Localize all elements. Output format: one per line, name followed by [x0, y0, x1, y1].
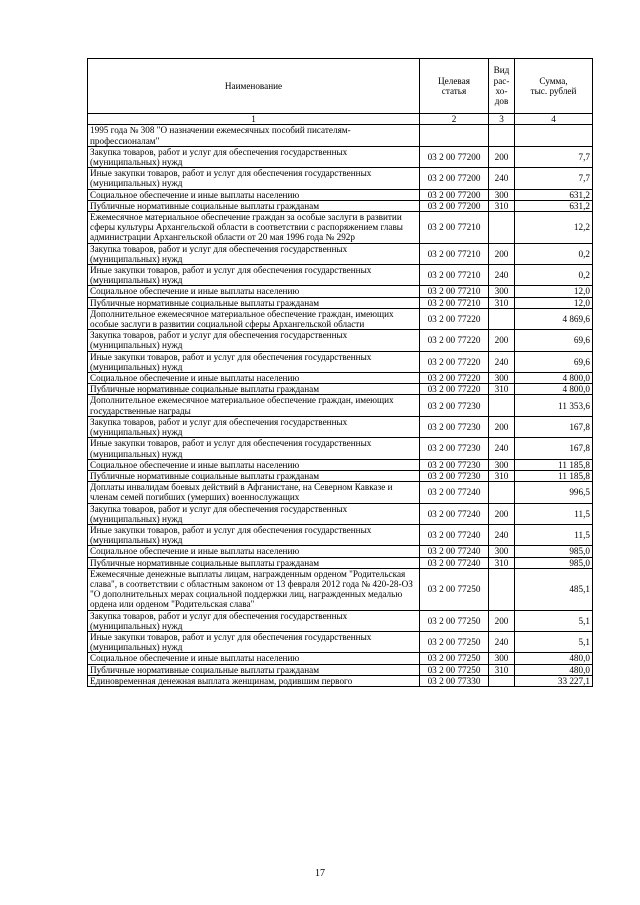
row-expense-type-cell [489, 675, 515, 686]
row-name-cell: Социальное обеспечение и иные выплаты населению [88, 189, 420, 200]
row-sum-cell: 996,5 [515, 482, 593, 503]
row-name-cell: Иные закупки товаров, работ и услуг для обеспечения государственных (муниципальных) нужд [88, 168, 420, 189]
table-body [88, 125, 593, 687]
header-expense-type [489, 59, 515, 114]
column-number: 1 [88, 114, 420, 125]
row-expense-type-cell [489, 568, 515, 610]
row-name-cell: Дополнительное ежемесячное материальное обеспечение граждан, имеющих особые заслуги в развитии социальной сферы Архангельской области [88, 308, 420, 329]
row-expense-type-cell: 300 [489, 286, 515, 297]
row-expense-type-cell: 300 [489, 653, 515, 664]
row-expense-type-cell [489, 308, 515, 329]
row-name-cell: Социальное обеспечение и иные выплаты населению [88, 459, 420, 470]
row-target-code-cell: 03 2 00 77330 [420, 675, 489, 686]
row-target-code-cell: 03 2 00 77220 [420, 351, 489, 372]
table-row [88, 416, 593, 437]
table-row [88, 286, 593, 297]
table-row [88, 395, 593, 416]
table-row [88, 146, 593, 167]
table-row [88, 168, 593, 189]
row-sum-cell: 985,0 [515, 546, 593, 557]
row-target-code-cell: 03 2 00 77220 [420, 384, 489, 395]
row-name-cell: Закупка товаров, работ и услуг для обеспечения государственных (муниципальных) нужд [88, 503, 420, 524]
row-target-code-cell: 03 2 00 77220 [420, 330, 489, 351]
header-target-article [420, 59, 489, 114]
table-row [88, 470, 593, 481]
table-row [88, 459, 593, 470]
header-sum-line2: тыс. рублей [530, 86, 577, 96]
row-target-code-cell: 03 2 00 77240 [420, 482, 489, 503]
row-expense-type-cell [489, 482, 515, 503]
row-expense-type-cell: 200 [489, 610, 515, 631]
row-sum-cell: 11,5 [515, 524, 593, 545]
budget-table [87, 58, 593, 687]
table-row [88, 664, 593, 675]
row-expense-type-cell [489, 212, 515, 244]
row-name-cell: Иные закупки товаров, работ и услуг для обеспечения государственных (муниципальных) нужд [88, 524, 420, 545]
row-expense-type-cell: 200 [489, 146, 515, 167]
row-expense-type-cell [489, 395, 515, 416]
row-expense-type-cell: 240 [489, 265, 515, 286]
column-number: 2 [420, 114, 489, 125]
header-sum [515, 59, 593, 114]
row-name-cell: Доплаты инвалидам боевых действий в Афганистане, на Северном Кавказе и членам семей погибших (умерших) военнослужащих [88, 482, 420, 503]
row-name-cell: Публичные нормативные социальные выплаты гражданам [88, 470, 420, 481]
row-name-cell: 1995 года № 308 "О назначении ежемесячных пособий писателям-профессионалам" [88, 125, 420, 146]
row-sum-cell: 167,8 [515, 438, 593, 459]
page-number: 17 [315, 868, 325, 879]
row-target-code-cell: 03 2 00 77230 [420, 459, 489, 470]
row-target-code-cell: 03 2 00 77210 [420, 212, 489, 244]
header-row [88, 59, 593, 114]
row-name-cell: Публичные нормативные социальные выплаты гражданам [88, 664, 420, 675]
row-sum-cell: 12,2 [515, 212, 593, 244]
row-target-code-cell: 03 2 00 77250 [420, 631, 489, 652]
table-header [88, 59, 593, 125]
row-expense-type-cell: 310 [489, 470, 515, 481]
row-expense-type-cell: 240 [489, 168, 515, 189]
table-row [88, 189, 593, 200]
row-name-cell: Закупка товаров, работ и услуг для обеспечения государственных (муниципальных) нужд [88, 416, 420, 437]
row-sum-cell: 5,1 [515, 631, 593, 652]
row-sum-cell: 11,5 [515, 503, 593, 524]
row-sum-cell [515, 125, 593, 146]
row-name-cell: Единовременная денежная выплата женщинам, родившим первого [88, 675, 420, 686]
row-sum-cell: 485,1 [515, 568, 593, 610]
table-row [88, 125, 593, 146]
row-sum-cell: 5,1 [515, 610, 593, 631]
header-name: Наименование [88, 59, 420, 114]
table-row [88, 675, 593, 686]
row-sum-cell: 7,7 [515, 146, 593, 167]
row-target-code-cell: 03 2 00 77250 [420, 653, 489, 664]
row-target-code-cell: 03 2 00 77230 [420, 438, 489, 459]
row-name-cell: Дополнительное ежемесячное материальное обеспечение граждан, имеющих государственные награды [88, 395, 420, 416]
row-target-code-cell: 03 2 00 77200 [420, 189, 489, 200]
row-name-cell: Ежемесячные денежные выплаты лицам, награжденным орденом "Родительская слава", в соответствии с областным законом от 13 февраля 2012 года № 420-28-ОЗ "О дополнительных мерах социальной поддержки лиц, награжденных медалью ордена или орденом "Родительская слава" [88, 568, 420, 610]
row-sum-cell: 631,2 [515, 200, 593, 211]
row-sum-cell: 11 185,8 [515, 459, 593, 470]
table-row [88, 243, 593, 264]
table-row [88, 265, 593, 286]
row-name-cell: Иные закупки товаров, работ и услуг для обеспечения государственных (муниципальных) нужд [88, 265, 420, 286]
row-expense-type-cell [489, 125, 515, 146]
row-name-cell: Публичные нормативные социальные выплаты гражданам [88, 557, 420, 568]
row-name-cell: Иные закупки товаров, работ и услуг для обеспечения государственных (муниципальных) нужд [88, 438, 420, 459]
row-target-code-cell: 03 2 00 77240 [420, 524, 489, 545]
header-type-line: рас- [493, 75, 510, 86]
row-expense-type-cell: 300 [489, 459, 515, 470]
row-target-code-cell: 03 2 00 77230 [420, 470, 489, 481]
row-sum-cell: 480,0 [515, 653, 593, 664]
row-sum-cell: 33 227,1 [515, 675, 593, 686]
table-row [88, 438, 593, 459]
row-name-cell: Иные закупки товаров, работ и услуг для обеспечения государственных (муниципальных) нужд [88, 631, 420, 652]
column-number: 3 [489, 114, 515, 125]
row-name-cell: Социальное обеспечение и иные выплаты населению [88, 373, 420, 384]
row-target-code-cell [420, 125, 489, 146]
row-sum-cell: 69,6 [515, 351, 593, 372]
table-row [88, 200, 593, 211]
row-expense-type-cell: 300 [489, 373, 515, 384]
row-name-cell: Ежемесячное материальное обеспечение граждан за особые заслуги в развитии сферы культуры Архангельской области в соответствии с распоряжением главы администрации Архангельской области от 20 мая 1996 года № 292р [88, 212, 420, 244]
row-expense-type-cell: 310 [489, 200, 515, 211]
row-sum-cell: 480,0 [515, 664, 593, 675]
header-type-line: Вид [493, 65, 510, 76]
row-sum-cell: 4 800,0 [515, 384, 593, 395]
row-sum-cell: 69,6 [515, 330, 593, 351]
row-target-code-cell: 03 2 00 77210 [420, 265, 489, 286]
table-row [88, 482, 593, 503]
row-sum-cell: 985,0 [515, 557, 593, 568]
row-target-code-cell: 03 2 00 77200 [420, 146, 489, 167]
table-row [88, 373, 593, 384]
row-name-cell: Иные закупки товаров, работ и услуг для обеспечения государственных (муниципальных) нужд [88, 351, 420, 372]
row-target-code-cell: 03 2 00 77200 [420, 168, 489, 189]
column-number: 4 [515, 114, 593, 125]
row-expense-type-cell: 310 [489, 297, 515, 308]
row-sum-cell: 12,0 [515, 297, 593, 308]
table-row [88, 330, 593, 351]
table-row [88, 631, 593, 652]
row-sum-cell: 11 185,8 [515, 470, 593, 481]
table-row [88, 351, 593, 372]
column-number-row [88, 114, 593, 125]
row-expense-type-cell: 310 [489, 664, 515, 675]
row-expense-type-cell: 300 [489, 189, 515, 200]
row-expense-type-cell: 310 [489, 384, 515, 395]
row-sum-cell: 167,8 [515, 416, 593, 437]
table-row [88, 568, 593, 610]
row-target-code-cell: 03 2 00 77210 [420, 286, 489, 297]
row-target-code-cell: 03 2 00 77240 [420, 557, 489, 568]
row-sum-cell: 4 800,0 [515, 373, 593, 384]
row-name-cell: Публичные нормативные социальные выплаты гражданам [88, 384, 420, 395]
row-name-cell: Закупка товаров, работ и услуг для обеспечения государственных (муниципальных) нужд [88, 243, 420, 264]
row-name-cell: Социальное обеспечение и иные выплаты населению [88, 286, 420, 297]
table-row [88, 384, 593, 395]
row-target-code-cell: 03 2 00 77240 [420, 503, 489, 524]
row-sum-cell: 4 869,6 [515, 308, 593, 329]
table-row [88, 546, 593, 557]
row-sum-cell: 12,0 [515, 286, 593, 297]
row-target-code-cell: 03 2 00 77230 [420, 395, 489, 416]
row-expense-type-cell: 240 [489, 631, 515, 652]
row-expense-type-cell: 200 [489, 330, 515, 351]
row-name-cell: Публичные нормативные социальные выплаты гражданам [88, 200, 420, 211]
row-target-code-cell: 03 2 00 77240 [420, 546, 489, 557]
row-target-code-cell: 03 2 00 77220 [420, 373, 489, 384]
table-row [88, 297, 593, 308]
header-type-line: дов [494, 96, 509, 107]
row-target-code-cell: 03 2 00 77250 [420, 568, 489, 610]
row-target-code-cell: 03 2 00 77230 [420, 416, 489, 437]
table-row [88, 308, 593, 329]
header-type-line: хо- [495, 86, 508, 96]
table-row [88, 212, 593, 244]
row-sum-cell: 631,2 [515, 189, 593, 200]
row-expense-type-cell: 310 [489, 557, 515, 568]
header-target-line1: Целевая [438, 75, 470, 86]
row-expense-type-cell: 240 [489, 351, 515, 372]
row-sum-cell: 7,7 [515, 168, 593, 189]
row-name-cell: Социальное обеспечение и иные выплаты населению [88, 546, 420, 557]
row-target-code-cell: 03 2 00 77250 [420, 610, 489, 631]
table-row [88, 610, 593, 631]
row-expense-type-cell: 200 [489, 243, 515, 264]
row-target-code-cell: 03 2 00 77200 [420, 200, 489, 211]
row-sum-cell: 0,2 [515, 265, 593, 286]
row-sum-cell: 0,2 [515, 243, 593, 264]
row-expense-type-cell: 200 [489, 416, 515, 437]
row-sum-cell: 11 353,6 [515, 395, 593, 416]
row-target-code-cell: 03 2 00 77250 [420, 664, 489, 675]
row-expense-type-cell: 240 [489, 438, 515, 459]
table-row [88, 503, 593, 524]
table-row [88, 653, 593, 664]
table-row [88, 524, 593, 545]
row-name-cell: Закупка товаров, работ и услуг для обеспечения государственных (муниципальных) нужд [88, 330, 420, 351]
row-name-cell: Закупка товаров, работ и услуг для обеспечения государственных (муниципальных) нужд [88, 610, 420, 631]
row-target-code-cell: 03 2 00 77210 [420, 297, 489, 308]
row-expense-type-cell: 300 [489, 546, 515, 557]
header-target-line2: статья [441, 86, 467, 96]
header-sum-line1: Сумма, [539, 75, 568, 86]
row-name-cell: Публичные нормативные социальные выплаты гражданам [88, 297, 420, 308]
table-row [88, 557, 593, 568]
row-target-code-cell: 03 2 00 77210 [420, 243, 489, 264]
row-name-cell: Закупка товаров, работ и услуг для обеспечения государственных (муниципальных) нужд [88, 146, 420, 167]
row-target-code-cell: 03 2 00 77220 [420, 308, 489, 329]
row-expense-type-cell: 240 [489, 524, 515, 545]
row-name-cell: Социальное обеспечение и иные выплаты населению [88, 653, 420, 664]
row-expense-type-cell: 200 [489, 503, 515, 524]
